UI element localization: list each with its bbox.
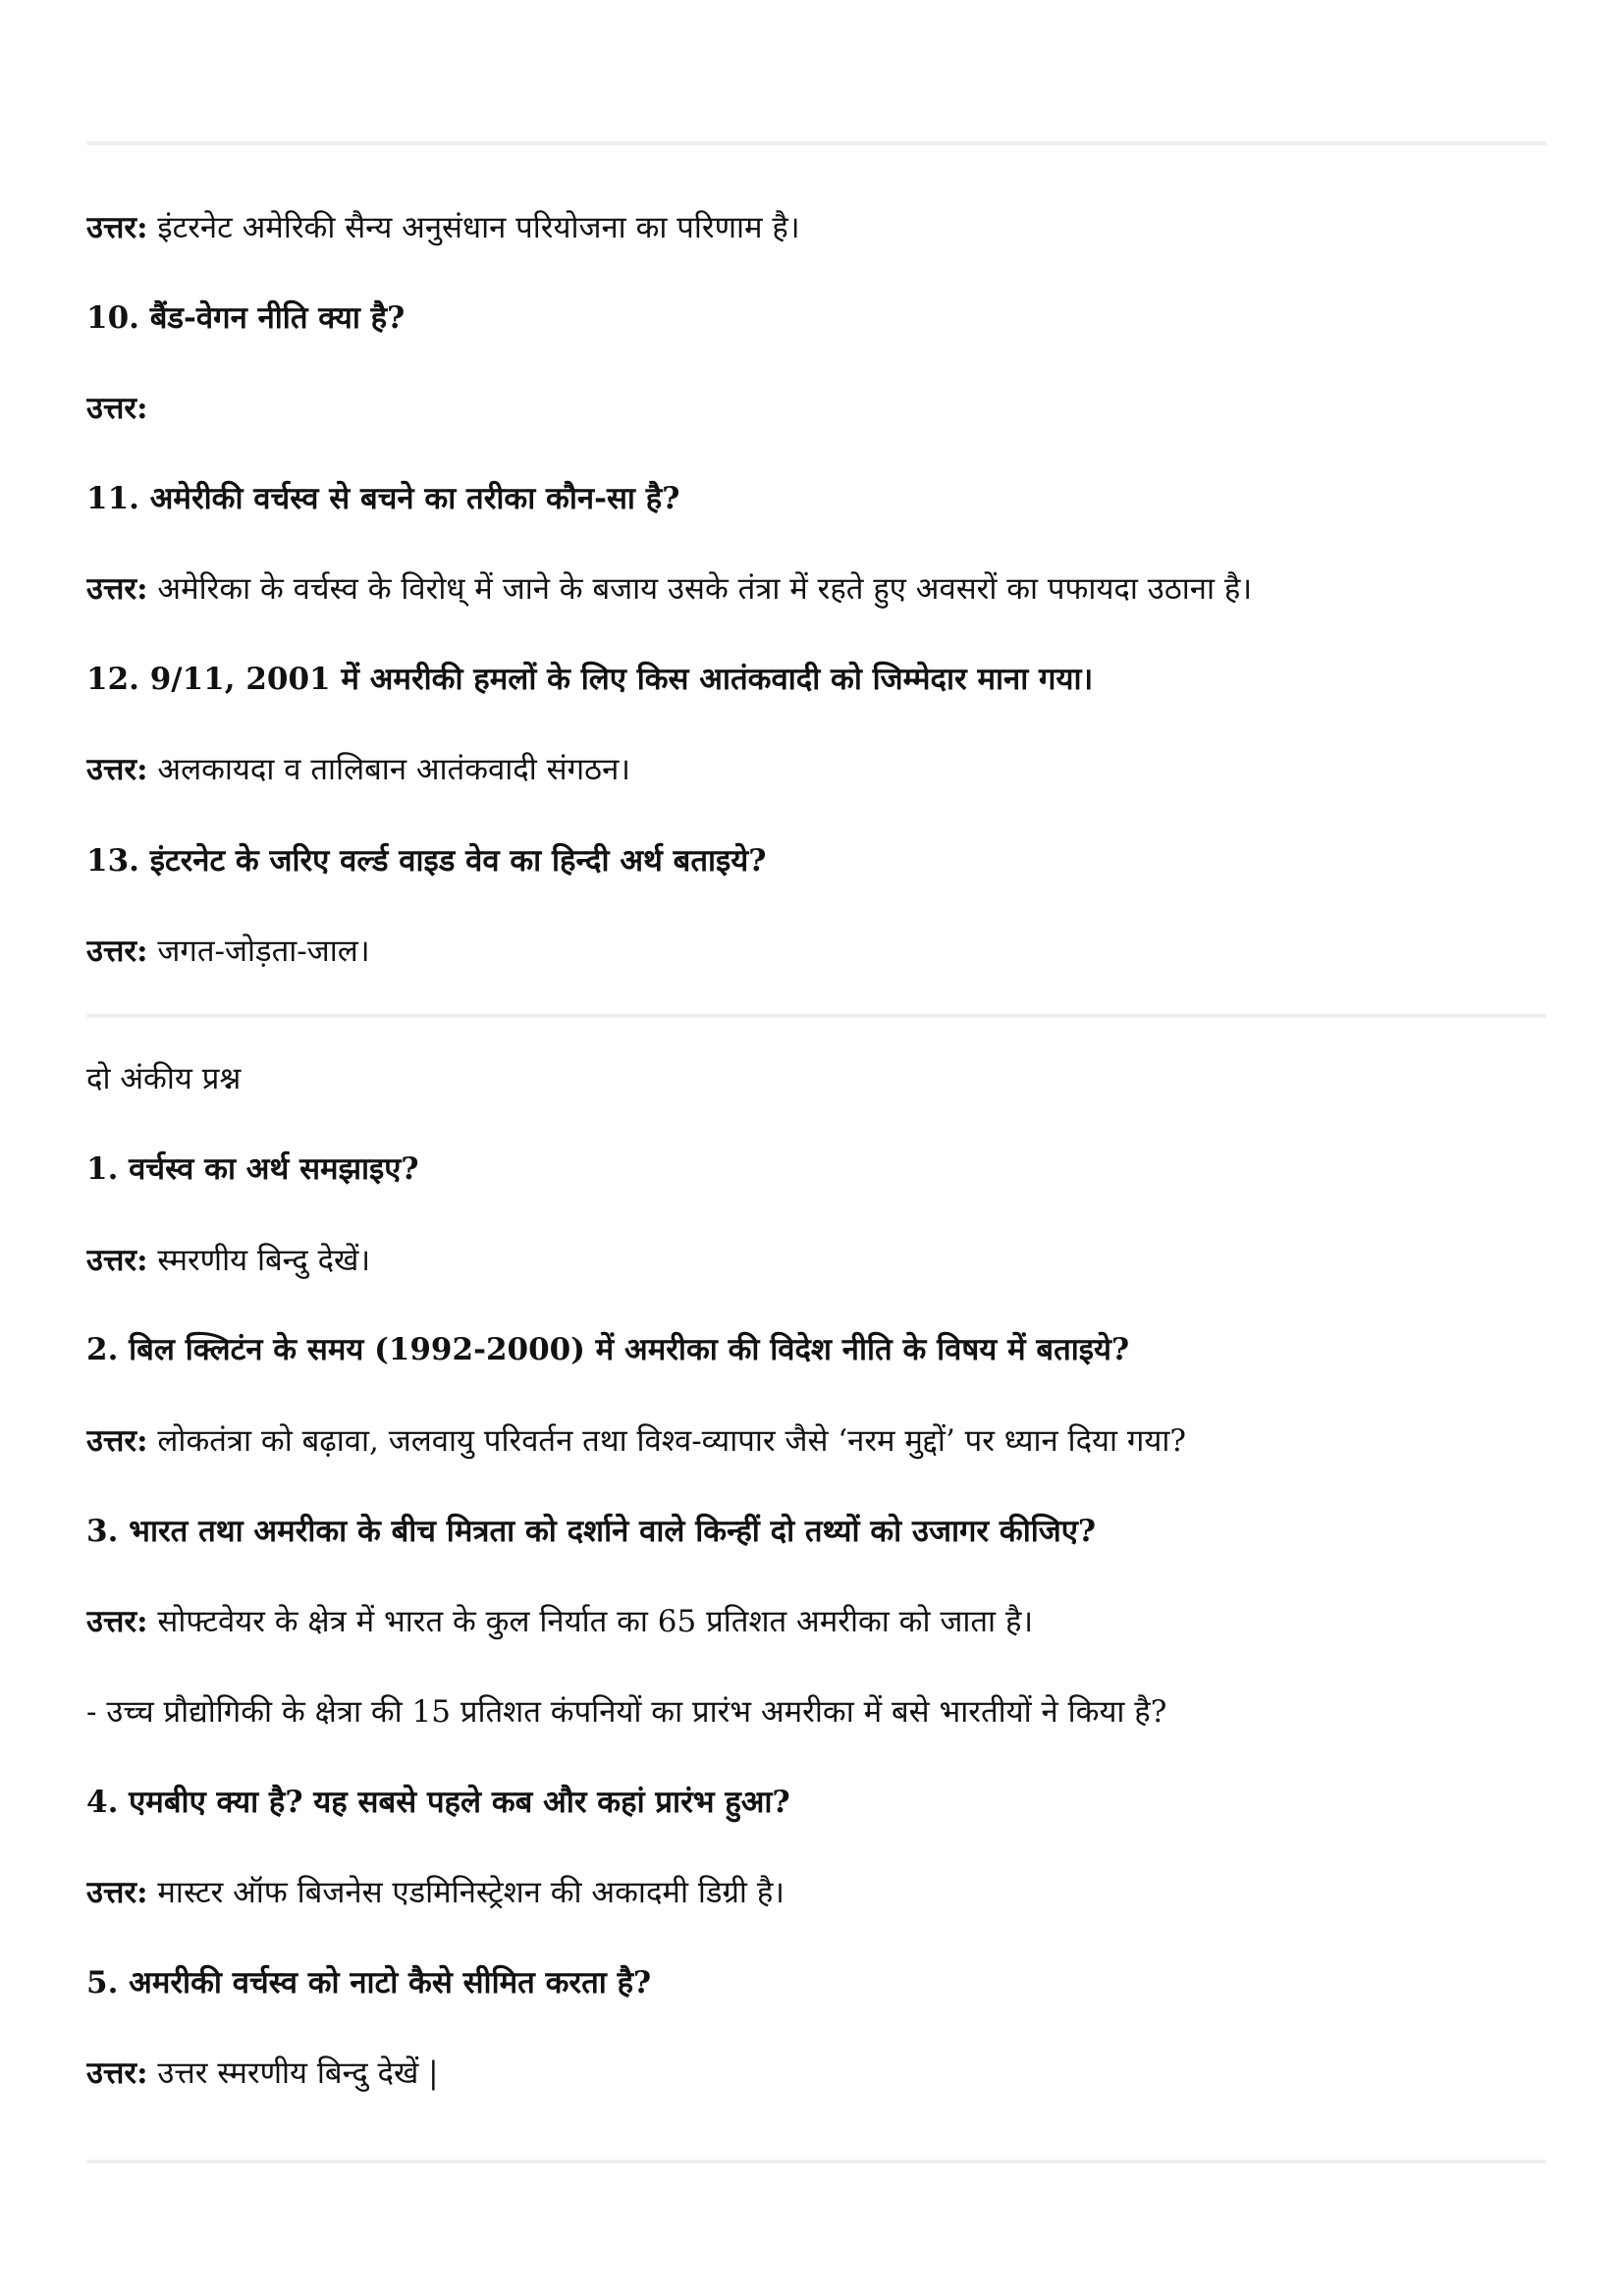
question-5: 5. अमरीकी वर्चस्व को नाटो कैसे सीमित करता है?	[86, 1965, 652, 2001]
answer-3-point-2: - उच्च प्रौद्योगिकी के क्षेत्रा की 15 प्रतिशत कंपनियों का प्रारंभ अमरीका में बसे भारतीयों ने किया है?	[86, 1694, 1167, 1730]
question-3: 3. भारत तथा अमरीका के बीच मित्रता को दर्शाने वाले किन्हीं दो तथ्यों को उजागर कीजिए?	[86, 1514, 1097, 1549]
question-2: 2. बिल क्लिटंन के समय (1992-2000) में अमरीका की विदेश नीति के विषय में बताइये?	[86, 1332, 1130, 1367]
answer-9	[86, 206, 1546, 249]
answer-text: स्मरणीय बिन्दु देखें।	[157, 1243, 371, 1278]
answer-label: उत्तर:	[86, 934, 148, 969]
top-divider	[86, 141, 1546, 145]
middle-divider	[86, 1014, 1546, 1018]
question-13: 13. इंटरनेट के जरिए वर्ल्ड वाइड वेव का हिन्दी अर्थ बताइये?	[86, 843, 767, 879]
answer-11	[86, 567, 1546, 611]
answer-label: उत्तर:	[86, 1243, 148, 1278]
answer-label: उत्तर:	[86, 1423, 148, 1459]
answer-text: इंटरनेट अमेरिकी सैन्य अनुसंधान परियोजना का परिणाम है।	[157, 210, 800, 245]
question-1: 1. वर्चस्व का अर्थ समझाइए?	[86, 1151, 419, 1187]
answer-10	[86, 387, 1546, 430]
question-10: 10. बैंड-वेगन नीति क्या है?	[86, 300, 406, 336]
answer-text: जगत-जोड़ता-जाल।	[157, 934, 370, 969]
answer-label: उत्तर:	[86, 571, 148, 607]
answer-text: लोकतंत्रा को बढ़ावा, जलवायु परिवर्तन तथा विश्व-व्यापार जैसे ‘नरम मुद्दों’ पर ध्यान दिया गया?	[157, 1423, 1186, 1459]
answer-label: उत्तर:	[86, 1875, 148, 1910]
answer-text: सोफ्टवेयर के क्षेत्र में भारत के कुल निर्यात का 65 प्रतिशत अमरीका को जाता है।	[157, 1604, 1034, 1639]
answer-text: अलकायदा व तालिबान आतंकवादी संगठन।	[157, 752, 631, 787]
question-11: 11. अमेरीकी वर्चस्व से बचने का तरीका कौन-सा है?	[86, 481, 680, 516]
answer-label: उत्तर:	[86, 210, 148, 245]
answer-label: उत्तर:	[86, 752, 148, 787]
bottom-divider	[86, 2160, 1546, 2163]
answer-text: अमेरिका के वर्चस्व के विरोध् में जाने के बजाय उसके तंत्रा में रहते हुए अवसरों का पफायदा उठाना है।	[157, 571, 1253, 607]
answer-label: उत्तर:	[86, 391, 148, 426]
answer-3	[86, 1600, 1546, 1643]
answer-text: उत्तर स्मरणीय बिन्दु देखें |	[157, 2056, 439, 2091]
answer-1	[86, 1239, 1546, 1282]
question-12: 12. 9/11, 2001 में अमरीकी हमलों के लिए किस आतंकवादी को जिम्मेदार माना गया।	[86, 662, 1094, 697]
answer-text: मास्टर ऑफ बिजनेस एडमिनिस्ट्रेशन की अकादमी डिग्री है।	[157, 1875, 785, 1910]
answer-5	[86, 2052, 1546, 2095]
answer-label: उत्तर:	[86, 2056, 148, 2091]
section-heading: दो अंकीय प्रश्न	[86, 1061, 242, 1096]
answer-label: उत्तर:	[86, 1604, 148, 1639]
question-4: 4. एमबीए क्या है? यह सबसे पहले कब और कहां प्रारंभ हुआ?	[86, 1785, 790, 1820]
answer-2	[86, 1419, 1546, 1463]
answer-12	[86, 748, 1546, 791]
answer-13	[86, 930, 1546, 973]
answer-4	[86, 1871, 1546, 1914]
